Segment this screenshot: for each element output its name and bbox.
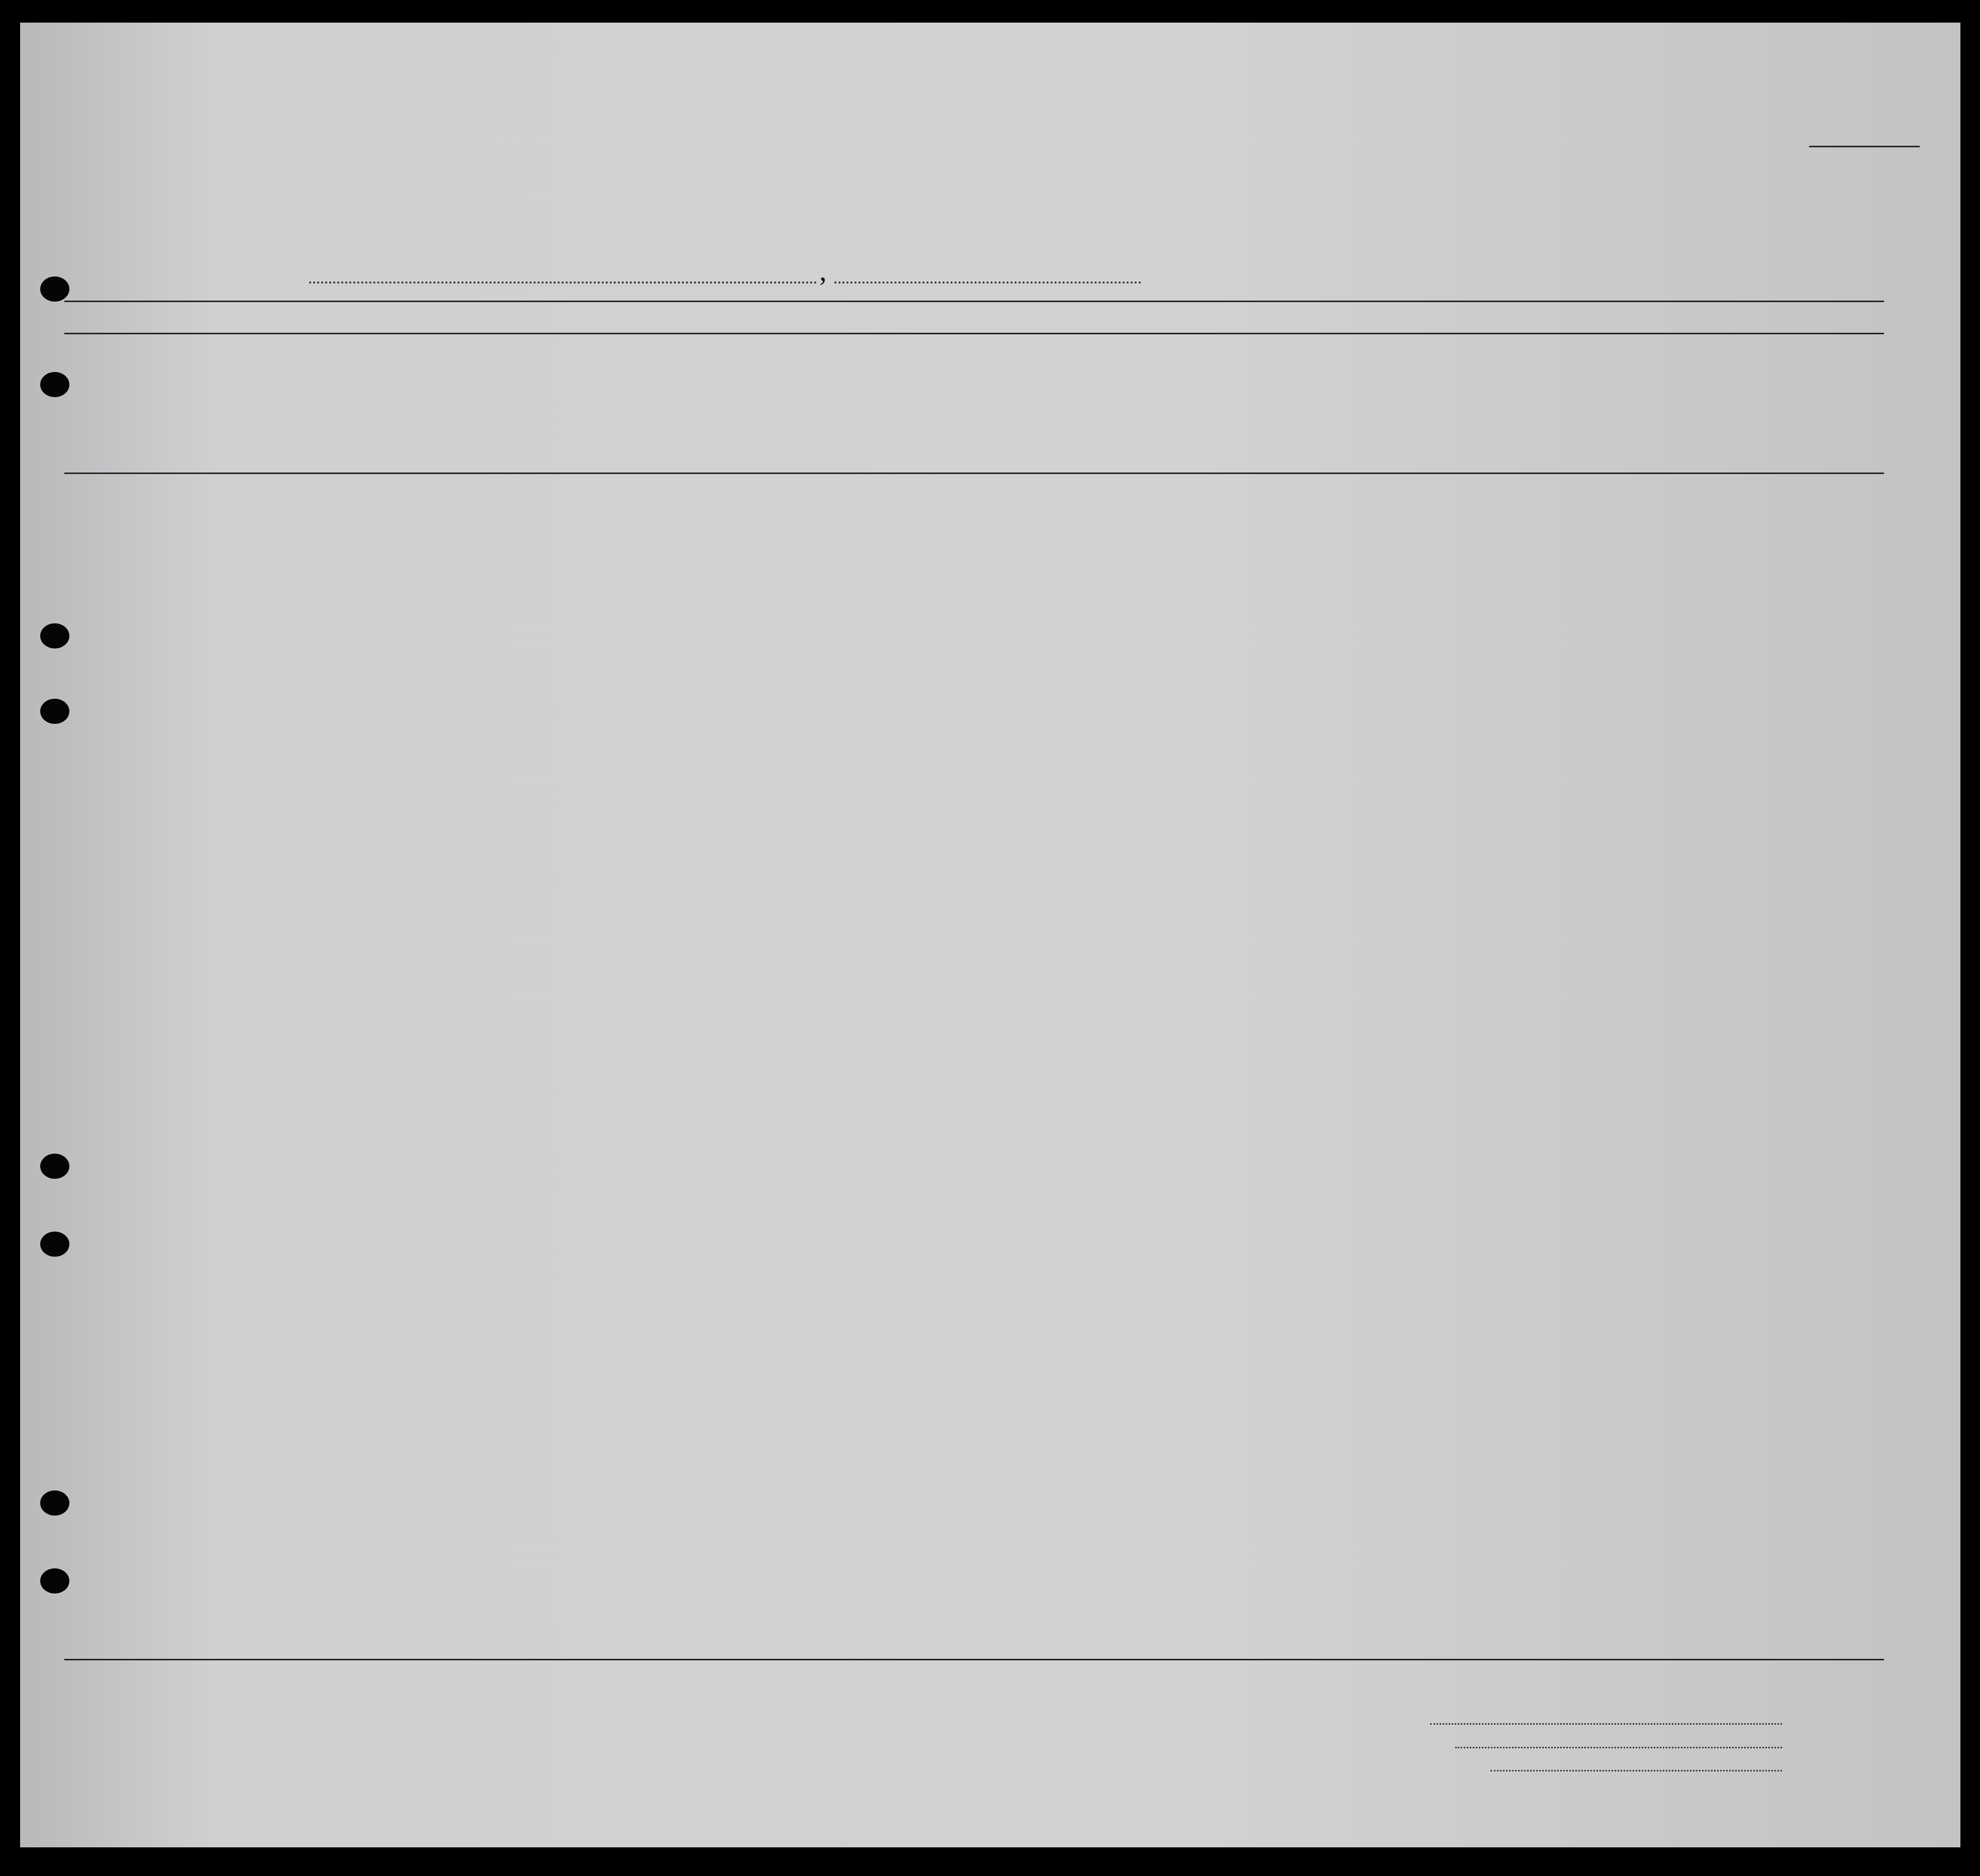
punch-hole [40, 1232, 69, 1257]
list-number-line [1809, 146, 1920, 147]
punch-hole [40, 1490, 69, 1516]
local-agents-field[interactable] [1490, 1770, 1782, 1771]
form-sheet [20, 23, 1960, 1847]
table-bottom-border [64, 1659, 1884, 1660]
column-number-rule [64, 333, 1884, 334]
punch-hole [40, 372, 69, 397]
date-field [834, 251, 1141, 284]
punch-hole [40, 699, 69, 724]
port-field [309, 251, 817, 284]
header-bottom-rule [64, 473, 1884, 474]
owners-field[interactable] [1455, 1747, 1782, 1748]
line-field[interactable] [1430, 1723, 1782, 1725]
sheet-background [20, 23, 1960, 1847]
table-top-border [64, 301, 1884, 302]
punch-hole [40, 1568, 69, 1593]
punch-hole [40, 1154, 69, 1179]
comma-separator: , [819, 254, 827, 287]
punch-hole [40, 276, 69, 302]
punch-hole [40, 623, 69, 648]
